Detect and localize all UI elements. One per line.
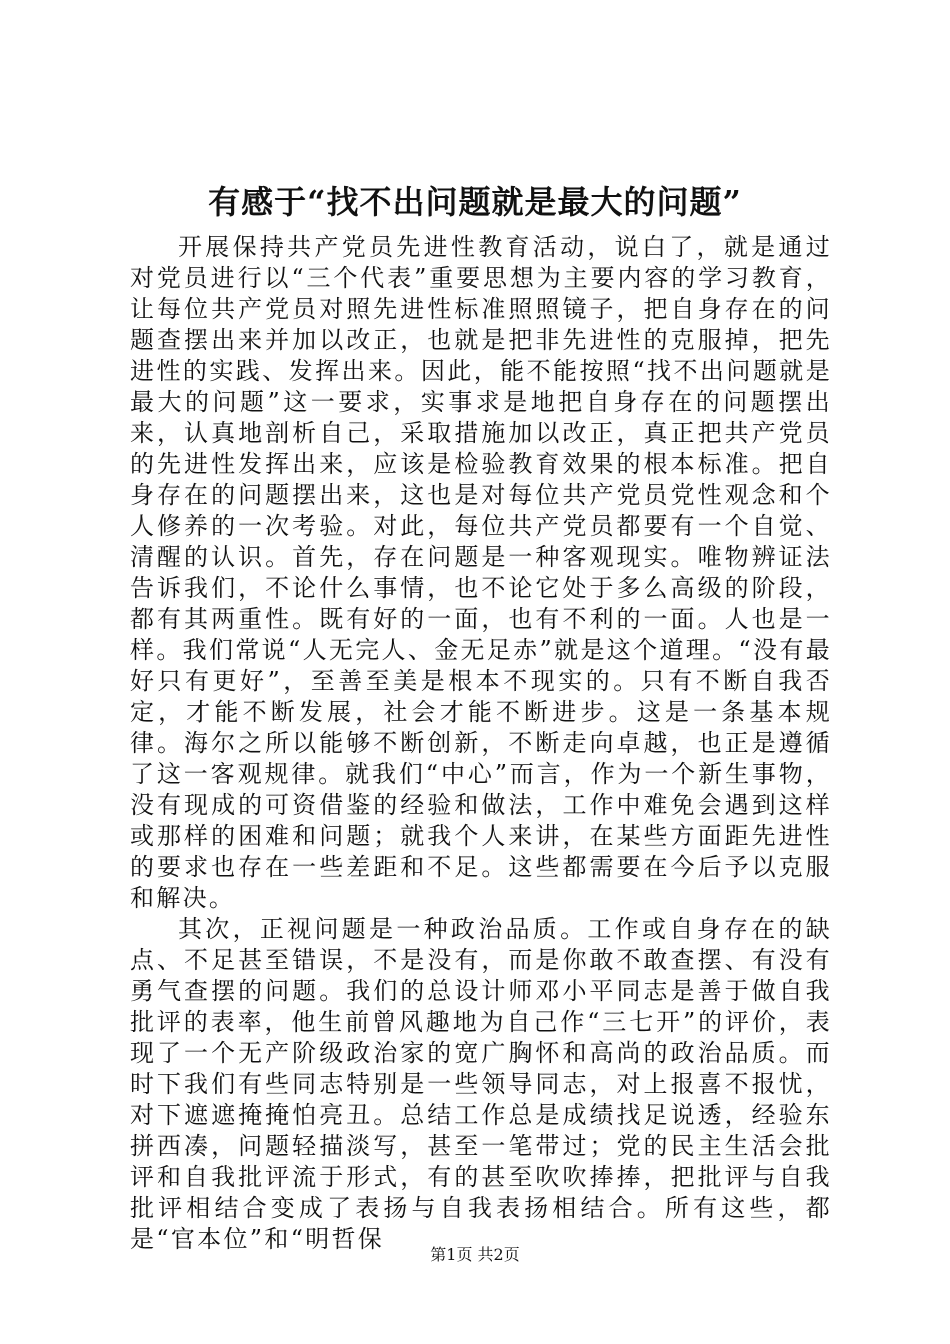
document-title: 有感于“找不出问题就是最大的问题”: [208, 183, 742, 221]
document-body: [130, 232, 832, 1255]
paragraph-1: 开展保持共产党员先进性教育活动，说白了，就是通过对党员进行以“三个代表”重要思想为主要内容的学习教育，让每位共产党员对照先进性标准照照镜子，把自身存在的问题查摆出来并加以改正，也就是把非先进性的克服掉，把先进性的实践、发挥出来。因此，能不能按照“找不出问题就是最大的问题”这一要求，实事求是地把自身存在的问题摆出来，认真地剖析自己，采取措施加以改正，真正把共产党员的先进性发挥出来，应该是检验教育效果的根本标准。把自身存在的问题摆出来，这也是对每位共产党员党性观念和个人修养的一次考验。对此，每位共产党员都要有一个自觉、清醒的认识。首先，存在问题是一种客观现实。唯物辨证法告诉我们，不论什么事情，也不论它处于多么高级的阶段，都有其两重性。既有好的一面，也有不利的一面。人也是一样。我们常说“人无完人、金无足赤”就是这个道理。“没有最好只有更好”，至善至美是根本不现实的。只有不断自我否定，才能不断发展，社会才能不断进步。这是一条基本规律。海尔之所以能够不断创新，不断走向卓越，也正是遵循了这一客观规律。就我们“中心”而言，作为一个新生事物，没有现成的可资借鉴的经验和做法，工作中难免会遇到这样或那样的困难和问题；就我个人来讲，在某些方面距先进性的要求也存在一些差距和不足。这些都需要在今后予以克服和解决。: [130, 233, 832, 912]
paragraph-2: 其次，正视问题是一种政治品质。工作或自身存在的缺点、不足甚至错误，不是没有，而是你敢不敢查摆、有没有勇气查摆的问题。我们的总设计师邓小平同志是善于做自我批评的表率，他生前曾风趣地为自己作“三七开”的评价，表现了一个无产阶级政治家的宽广胸怀和高尚的政治品质。而时下我们有些同志特别是一些领导同志，对上报喜不报忧，对下遮遮掩掩怕亮丑。总结工作总是成绩找足说透，经验东拼西凑，问题轻描淡写，甚至一笔带过；党的民主生活会批评和自我批评流于形式，有的甚至吹吹捧捧，把批评与自我批评相结合变成了表扬与自我表扬相结合。所有这些，都是“官本位”和“明哲保: [130, 915, 832, 1253]
page-number-footer: 第1页 共2页: [430, 1245, 520, 1264]
